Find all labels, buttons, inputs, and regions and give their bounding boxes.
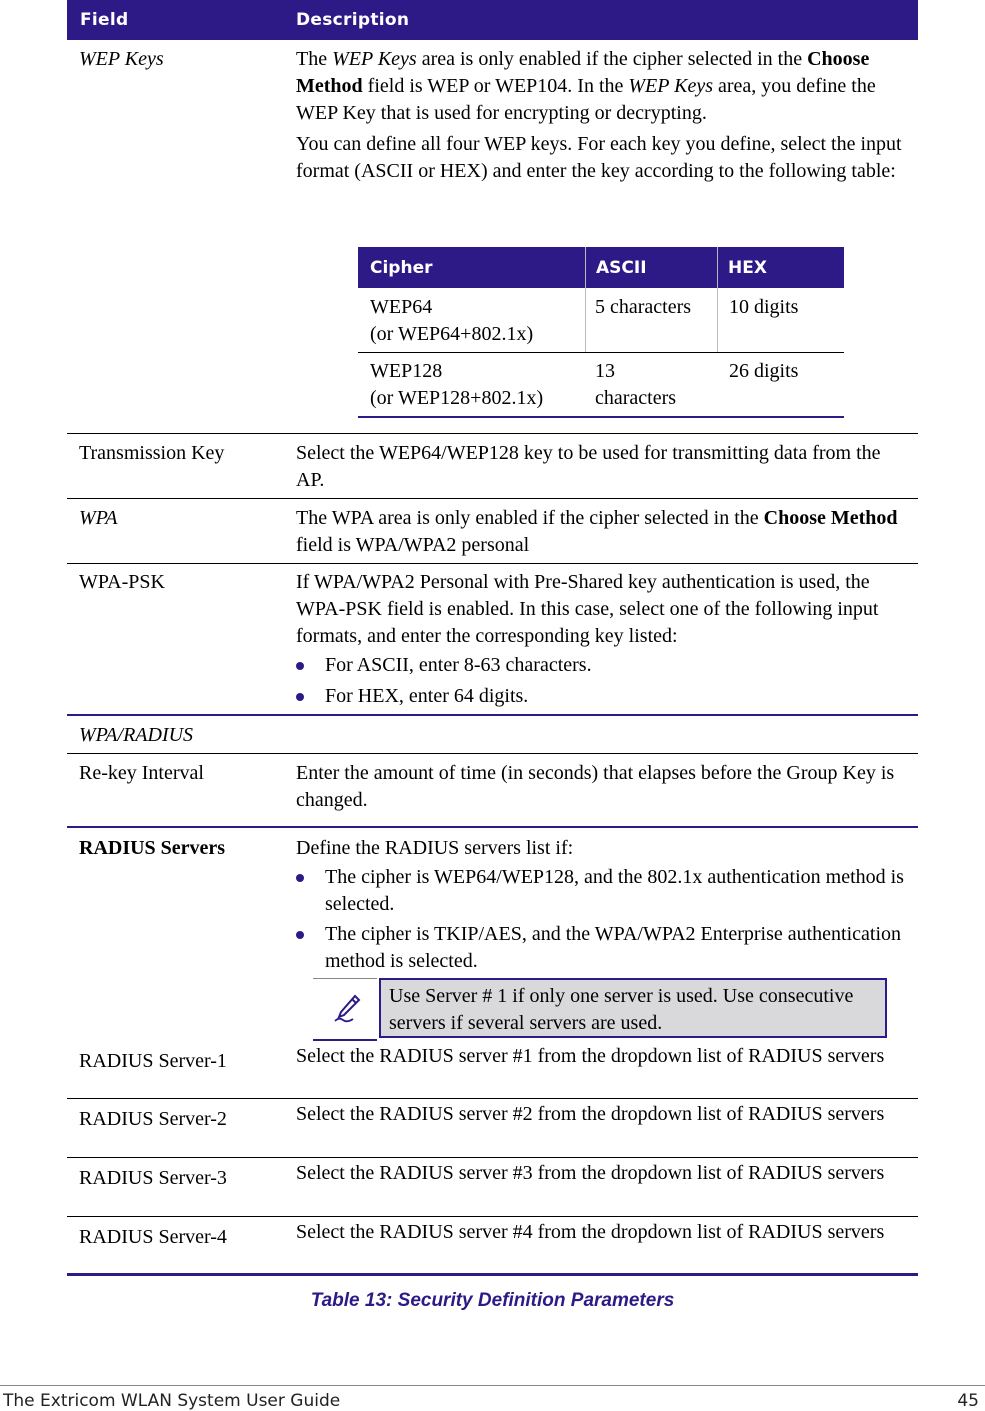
radius-server-4-desc: Select the RADIUS server #4 from the dropdown list of RADIUS servers xyxy=(296,1221,885,1243)
field-radius-server-1: RADIUS Server-1 xyxy=(79,1050,227,1072)
table-caption: Table 13: Security Definition Parameters xyxy=(310,1290,675,1311)
row-divider xyxy=(67,753,918,754)
field-rekey-interval: Re-key Interval xyxy=(79,762,204,784)
note-text: Use Server # 1 if only one server is used. Use consecutive servers if several servers are used. xyxy=(389,985,854,1034)
row-divider xyxy=(67,563,918,564)
wep-keys-desc-2: You can define all four WEP keys. For each key you define, select the input format (ASCII or HEX) and enter the key according to the following table: xyxy=(296,133,902,182)
row-divider xyxy=(67,1098,918,1099)
cipher-col-cipher: Cipher xyxy=(370,258,433,278)
field-radius-server-2: RADIUS Server-2 xyxy=(79,1108,227,1130)
wpa-desc: The WPA area is only enabled if the cipher selected in the Choose Method field is WPA/WPA2 personal xyxy=(296,507,898,556)
footer-title: The Extricom WLAN System User Guide xyxy=(3,1391,341,1411)
field-wpa: WPA xyxy=(79,507,118,529)
note-text-box xyxy=(379,978,887,1038)
cipher-row-divider xyxy=(358,352,844,353)
row-divider xyxy=(67,714,918,716)
cipher-col-hex: HEX xyxy=(728,258,767,278)
header-field: Field xyxy=(80,10,129,30)
table-header xyxy=(67,0,918,40)
bullet-icon xyxy=(296,874,304,882)
field-radius-server-4: RADIUS Server-4 xyxy=(79,1226,227,1248)
row-divider xyxy=(67,433,918,434)
header-description: Description xyxy=(296,10,410,30)
radius-server-3-desc: Select the RADIUS server #3 from the dropdown list of RADIUS servers xyxy=(296,1162,885,1184)
cipher-row-1-ascii: 5 characters xyxy=(595,296,692,318)
bullet-icon xyxy=(296,662,304,670)
cipher-table-header xyxy=(358,247,844,288)
table-bottom-rule xyxy=(67,1273,918,1276)
cipher-row-2-cipher: WEP128 (or WEP128+802.1x) xyxy=(370,360,544,409)
cipher-table-bottom xyxy=(358,416,844,418)
bullet-icon xyxy=(296,931,304,939)
field-wpa-psk: WPA-PSK xyxy=(79,571,165,593)
cipher-col-divider xyxy=(717,247,718,352)
row-divider xyxy=(67,498,918,499)
field-transmission-key: Transmission Key xyxy=(79,442,225,464)
radius-server-1-desc: Select the RADIUS server #1 from the dropdown list of RADIUS servers xyxy=(296,1045,885,1067)
footer-divider xyxy=(0,1385,985,1386)
field-radius-server-3: RADIUS Server-3 xyxy=(79,1167,227,1189)
row-divider xyxy=(67,826,918,828)
wpa-psk-desc: If WPA/WPA2 Personal with Pre-Shared key authentication is used, the WPA-PSK field is enabled. In this case, select one of the following input formats, and enter the corresponding key listed: xyxy=(296,571,879,647)
note-icon-box xyxy=(313,978,377,1041)
cipher-col-ascii: ASCII xyxy=(596,258,647,278)
cipher-row-1-cipher: WEP64 (or WEP64+802.1x) xyxy=(370,296,534,345)
rekey-desc: Enter the amount of time (in seconds) that elapses before the Group Key is changed. xyxy=(296,762,895,811)
bullet-icon xyxy=(296,693,304,701)
field-radius-servers: RADIUS Servers xyxy=(79,837,226,859)
cipher-row-2-ascii: 13 characters xyxy=(595,360,677,409)
cipher-row-1-hex: 10 digits xyxy=(729,296,799,318)
note-box xyxy=(313,978,887,1040)
field-wep-keys: WEP Keys xyxy=(79,48,164,70)
row-divider xyxy=(67,1216,918,1217)
radius-servers-desc: Define the RADIUS servers list if: xyxy=(296,837,574,859)
row-divider xyxy=(67,1157,918,1158)
cipher-col-divider xyxy=(585,247,586,352)
cipher-row-2-hex: 26 digits xyxy=(729,360,799,382)
field-wpa-radius: WPA/RADIUS xyxy=(79,724,194,746)
pen-icon xyxy=(333,993,361,1023)
transmission-key-desc: Select the WEP64/WEP128 key to be used for transmitting data from the AP. xyxy=(296,442,881,491)
radius-server-2-desc: Select the RADIUS server #2 from the dropdown list of RADIUS servers xyxy=(296,1103,885,1125)
wep-keys-desc-1: The WEP Keys area is only enabled if the cipher selected in the Choose Method field is WEP or WEP104. In the WEP Keys area, you define the WEP Key that is used for encrypting or decrypting. xyxy=(296,48,876,124)
page-number: 45 xyxy=(957,1391,979,1411)
